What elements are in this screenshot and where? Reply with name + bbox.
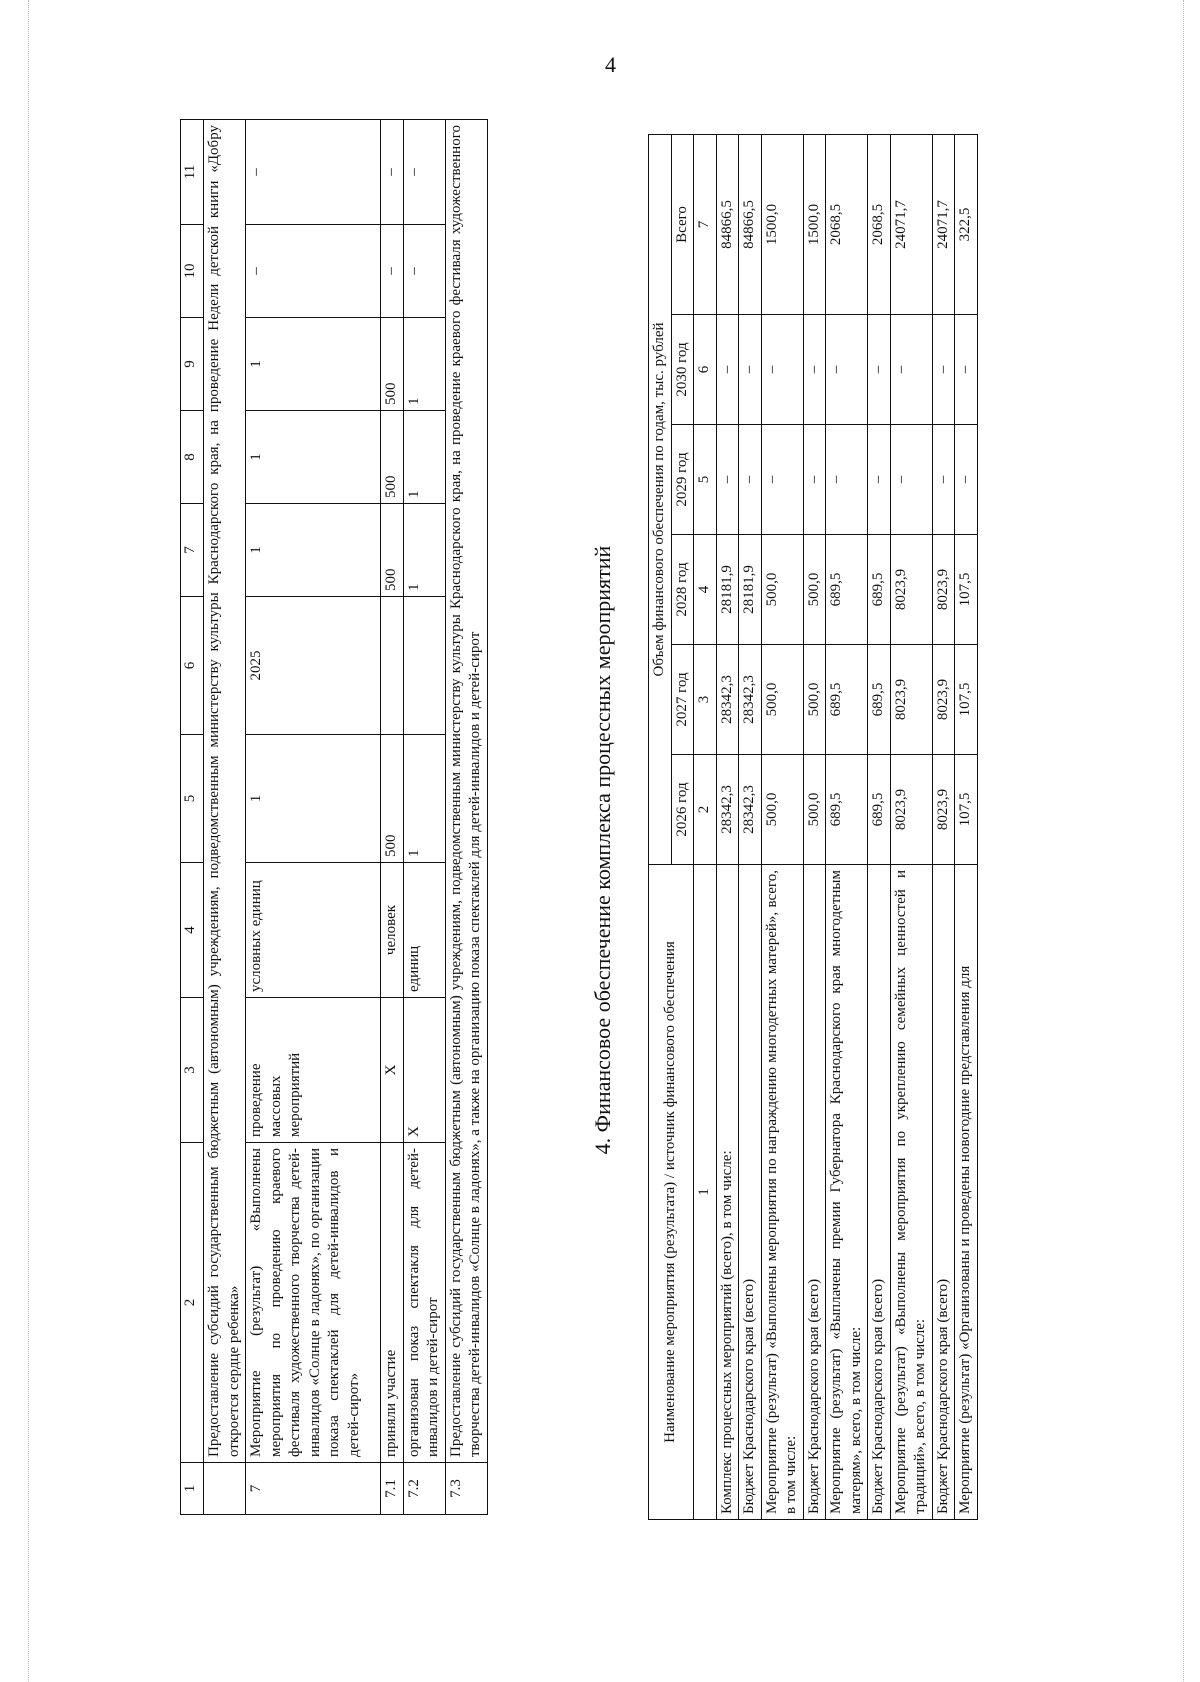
finance-row-value: – [716,315,739,425]
page-number: 4 [605,52,616,77]
head-name: Наименование мероприятия (результата) / источник финансового обеспечения [649,865,694,1520]
col-number: 5 [181,735,204,863]
finance-row-name: Мероприятие (результат) «Выполнены мероприятия по награждению многодетных матерей», всего, в том числе: [761,865,803,1520]
finance-row-value: 2068,5 [868,134,891,314]
year-2029: 2029 год [671,425,694,535]
finance-row-value: 2068,5 [826,134,868,314]
row-name: приняли участие [381,1143,404,1463]
finance-row-value: 8023,9 [932,535,955,645]
finance-row-value: 500,0 [803,535,826,645]
col-number: 4 [694,535,717,645]
table-row [246,120,381,1515]
finance-row-value: – [890,425,932,535]
finance-row-name: Бюджет Краснодарского края (всего) [868,865,891,1520]
finance-row-value: – [716,425,739,535]
row-type: Х [403,998,445,1143]
row-intro-text: Предоставление субсидий государственным бюджетным (автономным) учреждениям, подведомственным министерству культуры Краснодарского края, на проведение Недели детской книги «Добру откроется сердце ребенка» [204,120,246,1463]
table-row [381,120,404,1515]
finance-row-value: 8023,9 [890,755,932,865]
row-number: 7.2 [403,1463,445,1515]
year-2030: 2030 год [671,315,694,425]
col-number: 2 [694,755,717,865]
col-number: 5 [694,425,717,535]
upper-table-wrap [180,119,488,1515]
finance-row-value: 322,5 [955,134,978,314]
finance-body [716,134,977,1519]
col-number: 2 [181,1143,204,1463]
finance-row-value: – [739,315,762,425]
finance-row-value: 107,5 [955,755,978,865]
col-number: 6 [694,315,717,425]
finance-row-value: – [803,315,826,425]
finance-row-value: 1500,0 [761,134,803,314]
row-value-6 [403,597,445,735]
row-value-11: – [403,120,445,225]
finance-row-value: 500,0 [761,645,803,755]
row-value-6: 2025 [246,597,381,735]
finance-row-value: 689,5 [826,645,868,755]
table-row [403,120,445,1515]
finance-row-value: 28342,3 [739,645,762,755]
table-row [204,120,246,1515]
row-value-9: 500 [381,318,404,411]
table-row [761,134,803,1519]
upper-table-header-row [181,120,204,1515]
row-value-7: 1 [403,504,445,597]
row-unit: условных единиц [246,863,381,998]
row-value-5: 1 [403,735,445,863]
row-value-7: 500 [381,504,404,597]
finance-row-value: 24071,7 [932,134,955,314]
finance-row-name: Бюджет Краснодарского края (всего) [739,865,762,1520]
row-type: Х [381,998,404,1143]
finance-row-value: – [932,315,955,425]
row-value-9: 1 [246,318,381,411]
row-text: Предоставление субсидий государственным бюджетным (автономным) учреждениям, подведомственным министерству культуры Краснодарского края, на проведение краевого фестиваля художественного творчества детей-инвалидов «Солнце в ладонях», а также на организацию показа спектаклей для детей-инвалидов и детей-сирот [445,120,487,1463]
row-value-6 [381,597,404,735]
finance-row-value: 28342,3 [739,755,762,865]
finance-row-value: 28181,9 [739,535,762,645]
finance-row-name: Мероприятие (результат) «Выполнены мероприятия по укреплению семейных ценностей и традиций», всего, в том числе: [890,865,932,1520]
finance-row-value: 84866,5 [739,134,762,314]
row-value-9: 1 [403,318,445,411]
finance-colnum-row [694,134,717,1519]
row-value-11: – [381,120,404,225]
finance-row-value: 28342,3 [716,755,739,865]
finance-row-value: 107,5 [955,535,978,645]
finance-row-value: – [761,425,803,535]
table-row [445,120,487,1515]
finance-row-value: – [955,315,978,425]
finance-row-name: Бюджет Краснодарского края (всего) [803,865,826,1520]
row-value-7: 1 [246,504,381,597]
finance-row-value: 1500,0 [803,134,826,314]
row-value-11: – [246,120,381,225]
finance-row-value: 689,5 [868,645,891,755]
row-value-5: 500 [381,735,404,863]
col-number: 3 [694,645,717,755]
col-number: 7 [181,504,204,597]
row-value-10: – [403,225,445,318]
finance-row-value: 500,0 [761,755,803,865]
row-number: 7.1 [381,1463,404,1515]
table-row [955,134,978,1519]
finance-row-value: 500,0 [803,755,826,865]
col-number: 1 [181,1463,204,1515]
head-volume: Объем финансового обеспечения по годам, тыс. рублей [649,134,672,864]
table-row [932,134,955,1519]
upper-table [180,119,488,1515]
finance-row-value: 500,0 [803,645,826,755]
section-title: 4. Финансовое обеспечение комплекса процессных мероприятий [590,545,615,1155]
year-2028: 2028 год [671,535,694,645]
table-row [716,134,739,1519]
row-number: 7.3 [445,1463,487,1515]
finance-row-value: 84866,5 [716,134,739,314]
row-unit: единиц [403,863,445,998]
finance-row-value: 689,5 [868,535,891,645]
table-row [890,134,932,1519]
finance-row-value: – [739,425,762,535]
finance-row-name: Мероприятие (результат) «Организованы и проведены новогодние представления для [955,865,978,1520]
row-value-10: – [246,225,381,318]
finance-row-value: 500,0 [761,535,803,645]
table-row [826,134,868,1519]
col-number: 4 [181,863,204,998]
col-number: 6 [181,597,204,735]
row-value-5: 1 [246,735,381,863]
col-number: 11 [181,120,204,225]
finance-row-value: 8023,9 [890,535,932,645]
finance-row-value: 689,5 [826,755,868,865]
row-name: Мероприятие (результат) «Выполнены мероприятия по проведению краевого фестиваля художественного творчества детей-инвалидов «Солнце в ладонях», по организации показа спектаклей для детей-инвалидов и детей-сирот» [246,1143,381,1463]
finance-row-value: – [826,425,868,535]
finance-row-value: 8023,9 [890,645,932,755]
finance-row-name: Бюджет Краснодарского края (всего) [932,865,955,1520]
finance-row-value: 689,5 [826,535,868,645]
year-2027: 2027 год [671,645,694,755]
finance-row-value: 28181,9 [716,535,739,645]
scan-edge-right [1183,0,1184,1682]
finance-row-value: – [890,315,932,425]
year-total: Всего [671,134,694,314]
col-number: 3 [181,998,204,1143]
finance-row-value: – [868,315,891,425]
finance-row-value: 107,5 [955,645,978,755]
col-number: 1 [694,865,717,1520]
row-value-10: – [381,225,404,318]
table-row [803,134,826,1519]
finance-row-value: 28342,3 [716,645,739,755]
finance-row-name: Комплекс процессных мероприятий (всего), в том числе: [716,865,739,1520]
finance-row-value: – [955,425,978,535]
finance-row-value: 24071,7 [890,134,932,314]
finance-table-wrap [648,134,978,1520]
finance-row-value: – [868,425,891,535]
finance-row-value: – [826,315,868,425]
col-number: 7 [694,134,717,314]
finance-row-value: – [761,315,803,425]
col-number: 10 [181,225,204,318]
row-name: организован показ спектакля для детей-инвалидов и детей-сирот [403,1143,445,1463]
row-value-8: 1 [246,411,381,504]
col-number: 8 [181,411,204,504]
finance-row-value: – [803,425,826,535]
col-number: 9 [181,318,204,411]
finance-row-value: 8023,9 [932,755,955,865]
scan-edge-left [28,0,29,1682]
table-row [868,134,891,1519]
row-value-8: 1 [403,411,445,504]
row-number-cell [204,1463,246,1515]
row-value-8: 500 [381,411,404,504]
finance-row-value: 689,5 [868,755,891,865]
finance-header-row [649,134,672,1519]
table-row [739,134,762,1519]
finance-table [648,134,978,1520]
finance-row-value: 8023,9 [932,645,955,755]
year-2026: 2026 год [671,755,694,865]
row-number: 7 [246,1463,381,1515]
row-type: проведение массовых мероприятий [246,998,381,1143]
row-unit: человек [381,863,404,998]
finance-row-value: – [932,425,955,535]
finance-row-name: Мероприятие (результат) «Выплачены премии Губернатора Краснодарского края многодетным матерям», всего, в том числе: [826,865,868,1520]
